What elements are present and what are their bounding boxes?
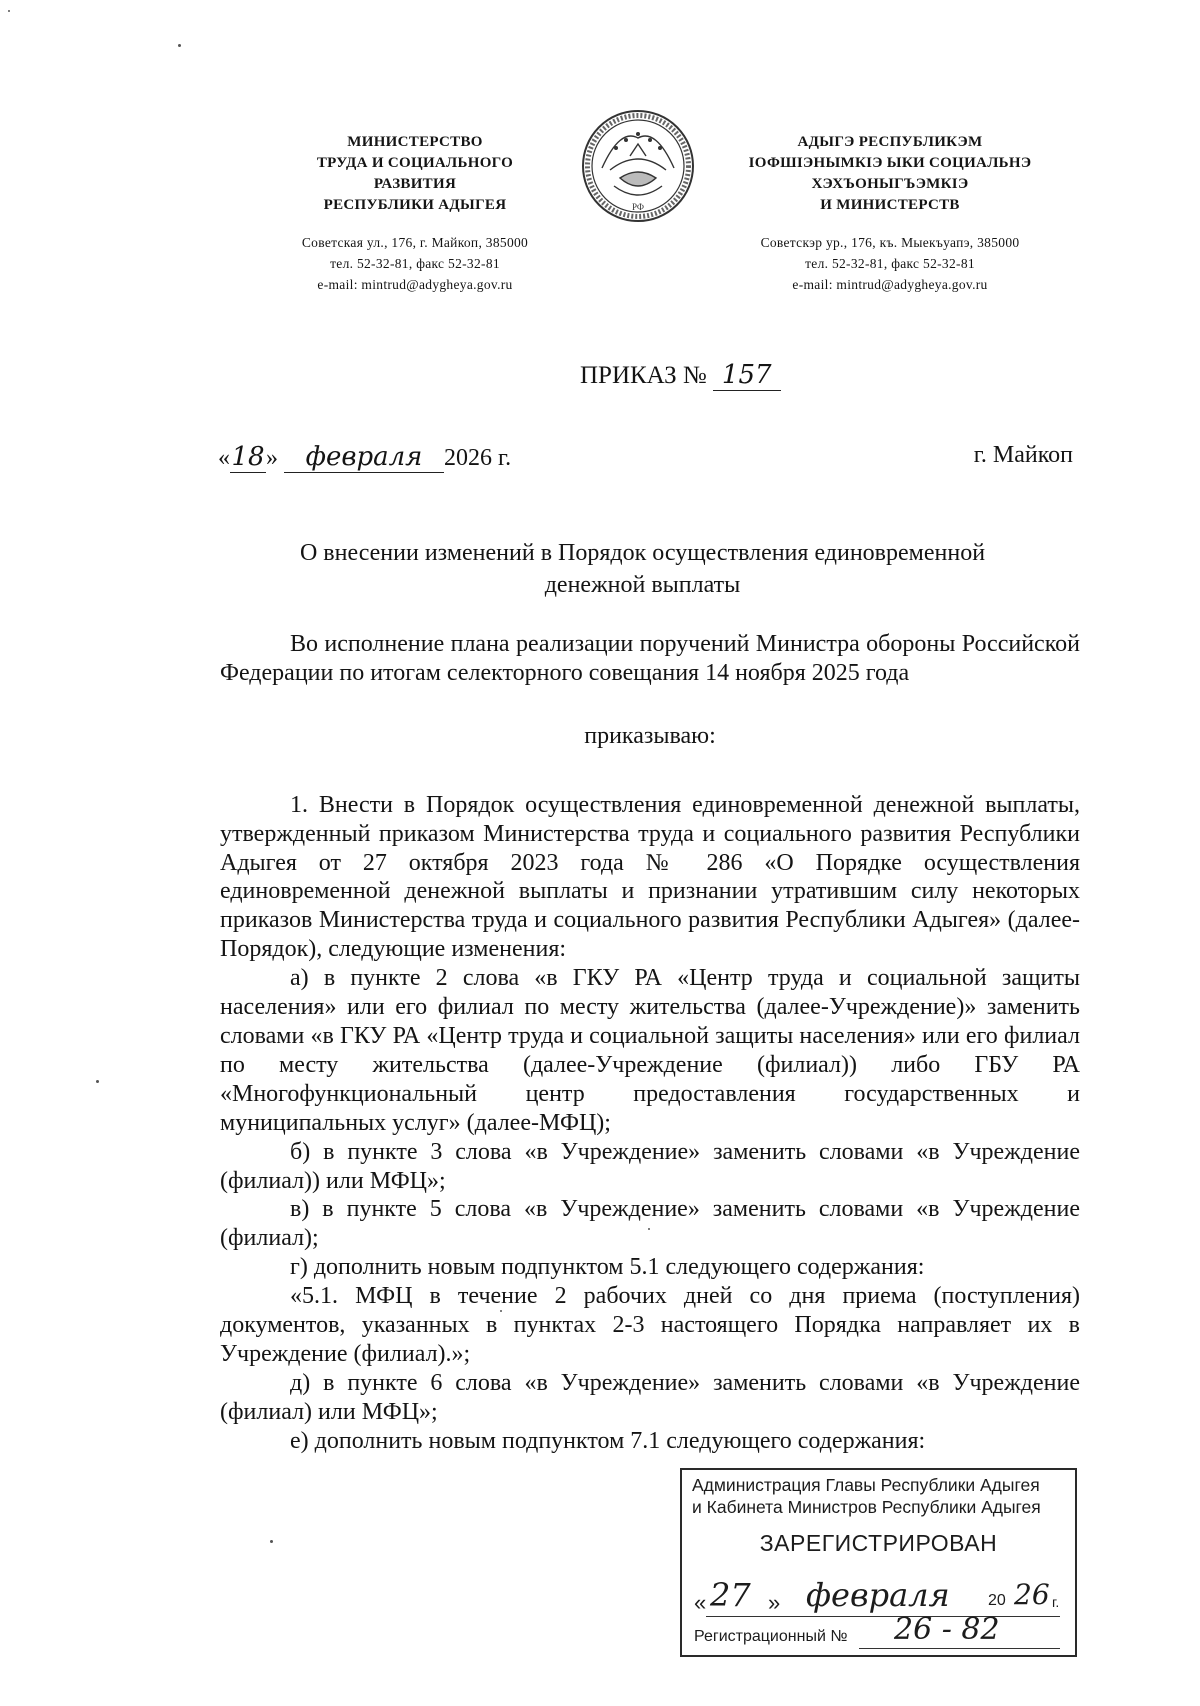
stamp-date-underline <box>706 1616 1060 1617</box>
scan-speck <box>270 1540 273 1543</box>
order-month: февраля <box>284 442 444 473</box>
registration-stamp <box>680 1468 1077 1657</box>
stamp-day: 27 <box>710 1576 751 1614</box>
order-word: приказываю: <box>584 722 716 749</box>
stamp-quote-close: » <box>768 1590 781 1615</box>
order-number: 157 <box>713 360 781 391</box>
address-line: Советская ул., 176, г. Майкоп, 385000 <box>301 235 529 250</box>
ministry-header-ru <box>250 132 580 295</box>
ministry-header-adyghe <box>690 132 1090 295</box>
emblem-label: РФ <box>632 202 644 212</box>
scan-speck <box>178 44 181 47</box>
order-year: 2026 г. <box>444 445 512 471</box>
clause-b-paragraph: б) в пункте 3 слова «в Учреждение» заменить словами «в Учреждение (филиал)) или МФЦ»; <box>220 1138 1080 1194</box>
quote-close: » <box>266 445 278 471</box>
ministry-title-line: АДЫГЭ РЕСПУБЛИКЭМ <box>797 134 983 150</box>
ministry-title-line: МИНИСТЕРСТВО <box>347 134 483 150</box>
phone-line: тел. 52-32-81, факс 52-32-81 <box>330 256 500 271</box>
scan-speck <box>96 1080 99 1083</box>
ministry-title-line: ХЭХЪОНЫГЪЭМКІЭ <box>811 176 969 192</box>
stamp-line-2: и Кабинета Министров Республики Адыгея <box>692 1497 1041 1517</box>
clause-a-paragraph: а) в пункте 2 слова «в ГКУ РА «Центр труда и социальной защиты населения» или его филиал по месту жительства (далее-Учреждение)» заменить словами «в ГКУ РА «Центр труда и социальной защиты населения» или его филиал по месту жительства (далее-Учреждение (филиал)) либо ГБУ РА «Многофункциональный центр предоставления государственных и муниципальных услуг» (далее-МФЦ); <box>220 965 1080 1136</box>
clause-v-paragraph: в) в пункте 5 слова «в Учреждение» заменить словами «в Учреждение (филиал); <box>220 1196 1080 1252</box>
scan-speck <box>500 1310 502 1312</box>
adygea-coat-of-arms-icon <box>580 108 696 224</box>
scan-speck <box>648 1228 650 1230</box>
address-line: Советскэр ур., 176, къ. Мыекъуапэ, 385000 <box>760 235 1020 250</box>
email-line: e-mail: mintrud@adygheya.gov.ru <box>317 277 513 292</box>
quote-open: « <box>218 445 230 471</box>
ministry-address-adyghe <box>690 232 1090 295</box>
order-label: ПРИКАЗ № <box>580 362 707 389</box>
stamp-year-suffix: 26 <box>1014 1578 1050 1611</box>
stamp-date <box>694 1576 1064 1618</box>
stamp-quote-open: « <box>694 1590 707 1615</box>
clause-e-paragraph: е) дополнить новым подпунктом 7.1 следующего содержания: <box>290 1427 926 1454</box>
stamp-reg-label: Регистрационный № <box>694 1628 848 1645</box>
stamp-registered: ЗАРЕГИСТРИРОВАН <box>759 1530 998 1556</box>
ministry-title-line: ТРУДА И СОЦИАЛЬНОГО <box>316 155 514 171</box>
stamp-reg-number: 26 - 82 <box>894 1612 1000 1647</box>
stamp-year-g: г. <box>1052 1594 1060 1610</box>
order-city: г. Майкоп <box>973 442 1073 468</box>
order-title <box>580 360 781 391</box>
clause-5-1-paragraph: «5.1. МФЦ в течение 2 рабочих дней со дня приема (поступления) документов, указанных в пунктах 2-3 настоящего Порядка направляет их в Учреждение (филиал).»; <box>220 1283 1080 1367</box>
ministry-title-line: ІОФШІЭНЫМКІЭ ЫКИ СОЦИАЛЬНЭ <box>748 155 1032 171</box>
order-body <box>220 630 1080 1456</box>
stamp-reg-number-row <box>694 1612 1064 1650</box>
order-day: 18 <box>231 442 265 472</box>
preamble-paragraph: Во исполнение плана реализации поручений Министра обороны Российской Федерации по итогам селекторного совещания 14 ноября 2025 года <box>220 631 1080 686</box>
order-subject: О внесении изменений в Порядок осуществления единовременной денежной выплаты <box>299 540 986 598</box>
stamp-number-underline <box>859 1648 1060 1649</box>
phone-line: тел. 52-32-81, факс 52-32-81 <box>805 256 975 271</box>
scan-speck <box>8 10 10 12</box>
date-line <box>218 442 1073 473</box>
clause-g-paragraph: г) дополнить новым подпунктом 5.1 следующего содержания: <box>290 1254 925 1281</box>
stamp-year-prefix: 20 <box>988 1592 1006 1609</box>
ministry-title-line: РЕСПУБЛИКИ АДЫГЕЯ <box>323 197 507 213</box>
stamp-line-1: Администрация Главы Республики Адыгея <box>692 1475 1040 1495</box>
ministry-address-ru <box>250 232 580 295</box>
ministry-title-line: РАЗВИТИЯ <box>373 176 457 192</box>
clause-1-paragraph: 1. Внести в Порядок осуществления единовременной денежной выплаты, утвержденный приказом Министерства труда и социального развития Республики Адыгея от 27 октября 2023 года № 286 «О Порядке осуществления единовременной денежной выплаты и признании утратившим силу некоторых приказов Министерства труда и социального развития Республики Адыгея» (далее-Порядок), следующие изменения: <box>220 791 1080 963</box>
clause-d-paragraph: д) в пункте 6 слова «в Учреждение» заменить словами «в Учреждение (филиал) или МФЦ»; <box>220 1369 1080 1425</box>
stamp-month: февраля <box>806 1576 950 1614</box>
ministry-title-line: И МИНИСТЕРСТВ <box>820 197 960 213</box>
email-line: e-mail: mintrud@adygheya.gov.ru <box>792 277 988 292</box>
